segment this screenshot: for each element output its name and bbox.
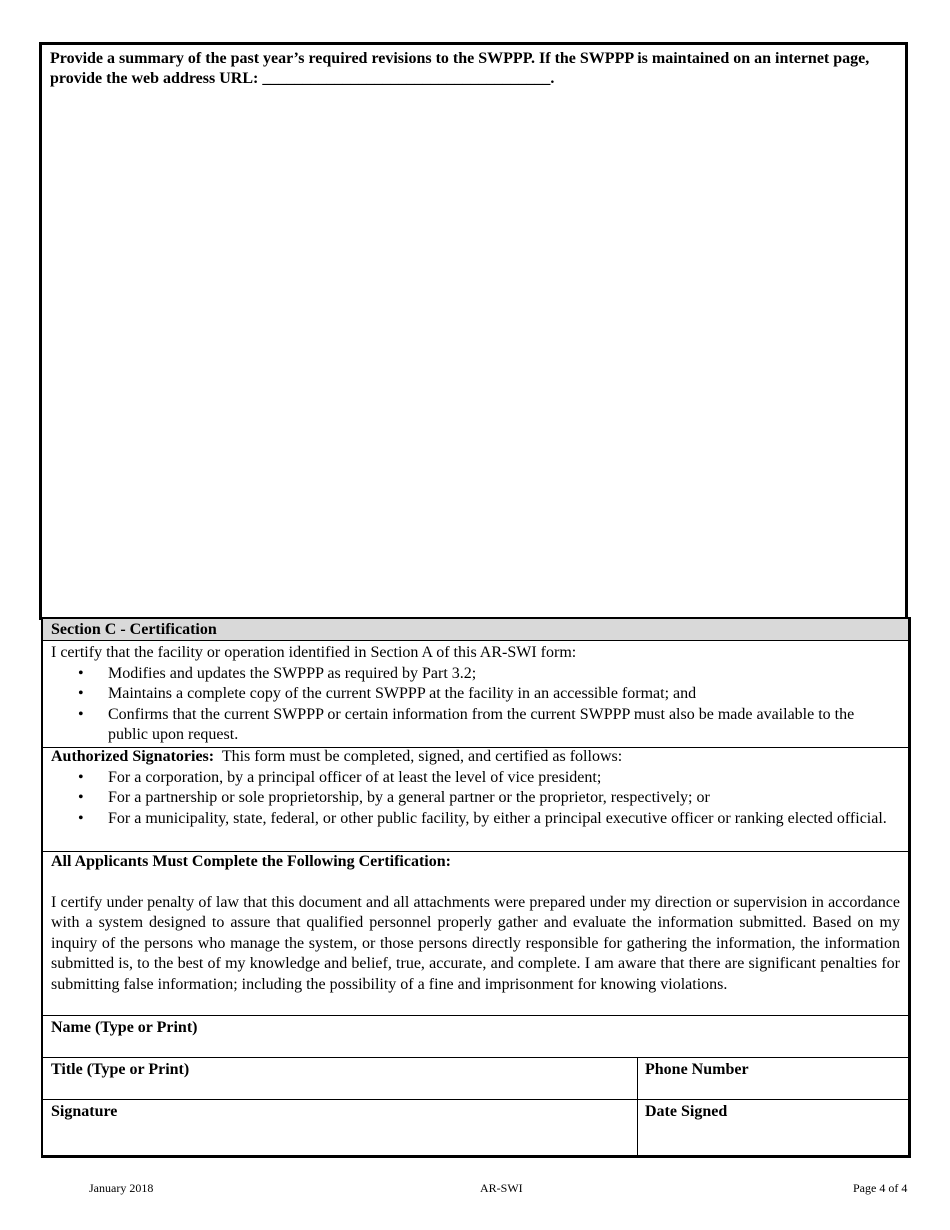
bullet-icon: • xyxy=(78,809,84,827)
section-c-header: Section C - Certification xyxy=(43,619,908,641)
list-item: • For a municipality, state, federal, or other public facility, by either a principal executive officer or ranking elected official. xyxy=(43,809,908,830)
list-item: • Modifies and updates the SWPPP as required by Part 3.2; xyxy=(43,664,908,685)
certification-title: All Applicants Must Complete the Following Certification: xyxy=(51,853,451,870)
title-label: Title (Type or Print) xyxy=(51,1061,190,1078)
footer-date: January 2018 xyxy=(89,1181,154,1195)
signature-field[interactable] xyxy=(43,1100,637,1155)
bullet-icon: • xyxy=(78,664,84,682)
signatories-list xyxy=(43,768,908,830)
phone-field[interactable] xyxy=(638,1058,908,1099)
certification-intro: I certify that the facility or operation identified in Section A of this AR-SWI form: xyxy=(51,644,577,661)
name-field[interactable] xyxy=(43,1016,908,1058)
phone-label: Phone Number xyxy=(645,1061,749,1078)
certification-list xyxy=(43,664,908,746)
bullet-icon: • xyxy=(78,789,84,806)
revisions-prompt: Provide a summary of the past year’s required revisions to the SWPPP. If the SWPPP is maintained on an internet page, provide the web address URL: ____________________________________. xyxy=(50,50,870,87)
date-signed-field[interactable] xyxy=(638,1100,908,1155)
list-item: • Maintains a complete copy of the current SWPPP at the facility in an accessible format; and xyxy=(43,684,908,705)
title-phone-row xyxy=(43,1058,908,1100)
footer-page-number: Page 4 of 4 xyxy=(853,1181,908,1195)
title-field[interactable] xyxy=(43,1058,637,1099)
certification-section xyxy=(41,617,911,1158)
signature-date-row xyxy=(43,1100,908,1155)
certification-body: I certify under penalty of law that this document and all attachments were prepared under my direction or supervision in accordance with a system designed to assure that qualified personnel properly gather and evaluate the information submitted. Based on my inquiry of the persons who manage the system, or those persons directly responsible for gathering the information, the information submitted is, to the best of my knowledge and belief, true, accurate, and complete. I am aware that there are significant penalties for submitting false information; including the possibility of a fine and imprisonment for knowing violations. xyxy=(51,893,900,993)
list-item: • Confirms that the current SWPPP or certain information from the current SWPPP must also be made available to the public upon request. xyxy=(78,705,855,743)
footer-form-id: AR-SWI xyxy=(480,1181,523,1195)
bullet-icon: • xyxy=(78,685,84,702)
revisions-summary-box[interactable] xyxy=(39,42,908,620)
list-item: • For a partnership or sole proprietorship, by a general partner or the proprietor, respectively; or xyxy=(43,788,908,809)
authorized-signatories xyxy=(43,747,908,852)
bullet-icon: • xyxy=(78,768,84,786)
date-signed-label: Date Signed xyxy=(645,1103,728,1120)
signature-label: Signature xyxy=(51,1103,118,1120)
signatories-intro: Authorized Signatories: This form must be completed, signed, and certified as follows: xyxy=(51,748,623,765)
bullet-icon: • xyxy=(78,705,84,723)
name-label: Name (Type or Print) xyxy=(51,1019,198,1036)
certification-statement xyxy=(43,852,908,1016)
certification-statements xyxy=(43,643,908,748)
list-item: • For a corporation, by a principal officer of at least the level of vice president; xyxy=(43,768,908,789)
